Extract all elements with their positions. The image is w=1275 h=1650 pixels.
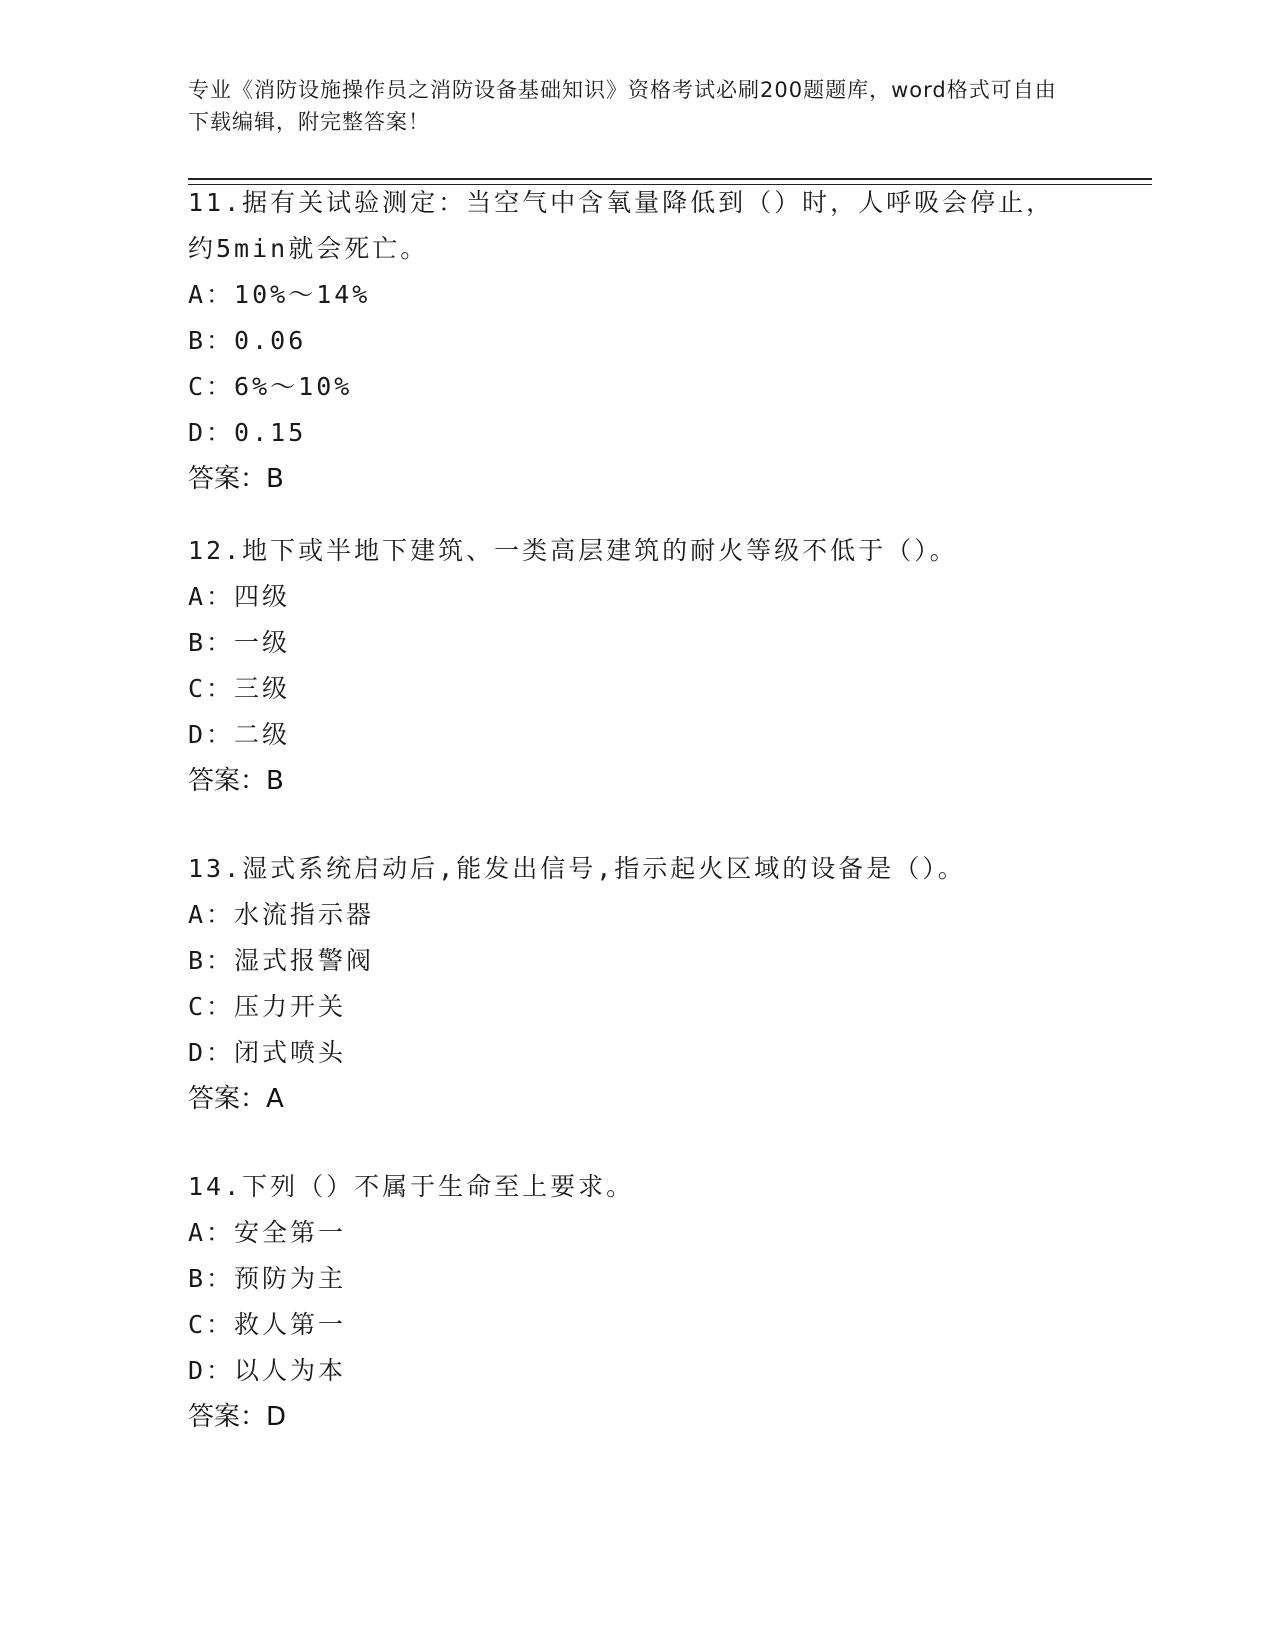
question-stem: 13.湿式系统启动后,能发出信号,指示起火区域的设备是（）。	[188, 854, 966, 883]
answer: 答案：B	[188, 766, 284, 796]
document-header: 专业《消防设施操作员之消防设备基础知识》资格考试必刷200题题库，word格式可自由下载编辑，附完整答案！	[188, 78, 1057, 134]
question-14	[188, 1164, 1068, 1440]
option-d: D：0.15	[188, 418, 307, 447]
question-stem: 11.据有关试验测定：当空气中含氧量降低到（）时，人呼吸会停止，约5min就会死亡。	[188, 188, 1055, 263]
answer: 答案：B	[188, 464, 284, 494]
option-b: B：预防为主	[188, 1264, 347, 1293]
question-stem: 12.地下或半地下建筑、一类高层建筑的耐火等级不低于（）。	[188, 536, 958, 565]
option-d: D：二级	[188, 720, 291, 749]
option-b: B：湿式报警阀	[188, 946, 375, 975]
option-c: C：三级	[188, 674, 291, 703]
option-c: C：压力开关	[188, 992, 347, 1021]
question-13	[188, 846, 1068, 1122]
option-c: C：6%～10%	[188, 372, 353, 401]
question-11	[188, 180, 1068, 502]
question-stem: 14.下列（）不属于生命至上要求。	[188, 1172, 635, 1201]
option-a: A：水流指示器	[188, 900, 375, 929]
option-b: B：0.06	[188, 326, 307, 355]
question-12	[188, 528, 1068, 804]
option-c: C：救人第一	[188, 1310, 347, 1339]
option-b: B：一级	[188, 628, 291, 657]
option-a: A：安全第一	[188, 1218, 347, 1247]
answer: 答案：D	[188, 1402, 287, 1432]
option-a: A：四级	[188, 582, 291, 611]
option-d: D：闭式喷头	[188, 1038, 347, 1067]
answer: 答案：A	[188, 1084, 284, 1114]
option-a: A：10%～14%	[188, 280, 371, 309]
option-d: D：以人为本	[188, 1356, 347, 1385]
